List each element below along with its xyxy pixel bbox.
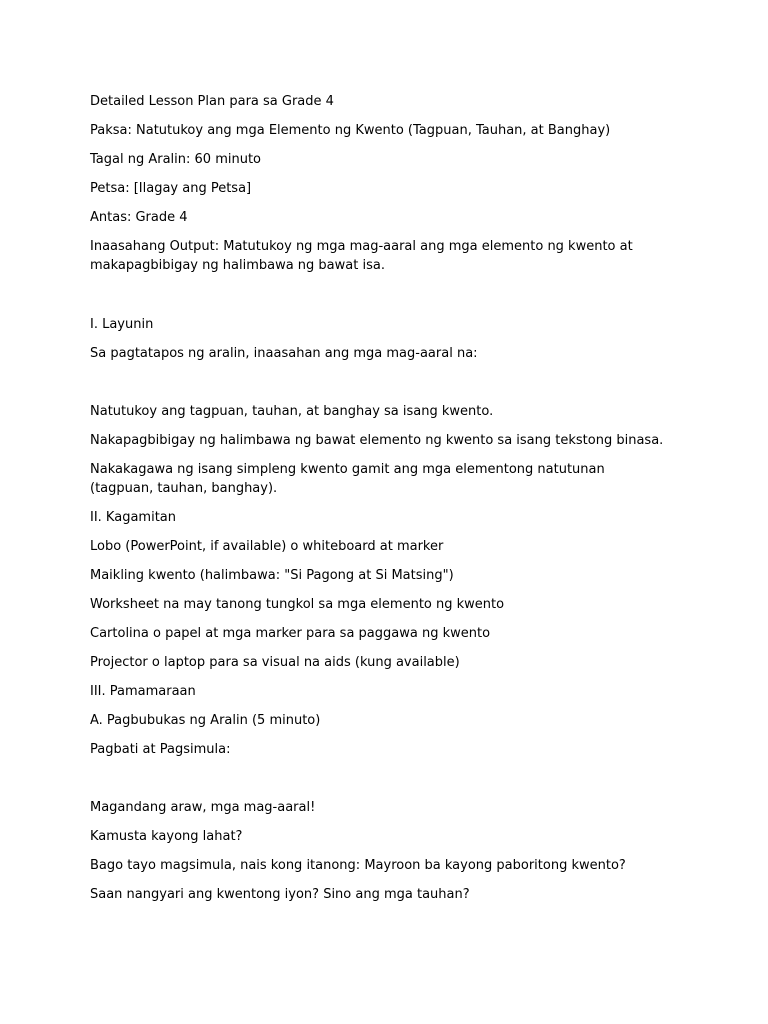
- kagamitan-item: Lobo (PowerPoint, if available) o whiteboard at marker: [90, 539, 444, 554]
- layunin-item: Nakapagbibigay ng halimbawa ng bawat elemento ng kwento sa isang tekstong binasa.: [90, 433, 664, 448]
- paksa-line: Paksa: Natutukoy ang mga Elemento ng Kwento (Tagpuan, Tauhan, at Banghay): [90, 123, 611, 138]
- kagamitan-item: Projector o laptop para sa visual na aids (kung available): [90, 655, 460, 670]
- pagbubukas-subheading: A. Pagbubukas ng Aralin (5 minuto): [90, 713, 321, 728]
- layunin-heading: I. Layunin: [90, 317, 154, 332]
- petsa-line: Petsa: [Ilagay ang Petsa]: [90, 181, 252, 196]
- document-title: Detailed Lesson Plan para sa Grade 4: [90, 94, 334, 109]
- layunin-item: Nakakagawa ng isang simpleng kwento gamit ang mga elementong natutunan (tagpuan, tauhan, banghay).: [90, 462, 605, 496]
- pamamaraan-item: Saan nangyari ang kwentong iyon? Sino ang mga tauhan?: [90, 887, 470, 902]
- tagal-line: Tagal ng Aralin: 60 minuto: [90, 152, 261, 167]
- pamamaraan-item: Kamusta kayong lahat?: [90, 829, 243, 844]
- kagamitan-heading: II. Kagamitan: [90, 510, 176, 525]
- pamamaraan-item: Bago tayo magsimula, nais kong itanong: Mayroon ba kayong paboritong kwento?: [90, 858, 626, 873]
- antas-line: Antas: Grade 4: [90, 210, 188, 225]
- pagbati-label: Pagbati at Pagsimula:: [90, 742, 231, 757]
- layunin-item: Natutukoy ang tagpuan, tauhan, at banghay sa isang kwento.: [90, 404, 494, 419]
- kagamitan-item: Maikling kwento (halimbawa: "Si Pagong at Si Matsing"): [90, 568, 454, 583]
- layunin-intro: Sa pagtatapos ng aralin, inaasahan ang mga mag-aaral na:: [90, 346, 478, 361]
- output-paragraph: Inaasahang Output: Matutukoy ng mga mag-aaral ang mga elemento ng kwento at makapagbibigay ng halimbawa ng bawat isa.: [90, 239, 633, 273]
- kagamitan-item: Worksheet na may tanong tungkol sa mga elemento ng kwento: [90, 597, 505, 612]
- pamamaraan-item: Magandang araw, mga mag-aaral!: [90, 800, 316, 815]
- kagamitan-item: Cartolina o papel at mga marker para sa paggawa ng kwento: [90, 626, 491, 641]
- pamamaraan-heading: III. Pamamaraan: [90, 684, 196, 699]
